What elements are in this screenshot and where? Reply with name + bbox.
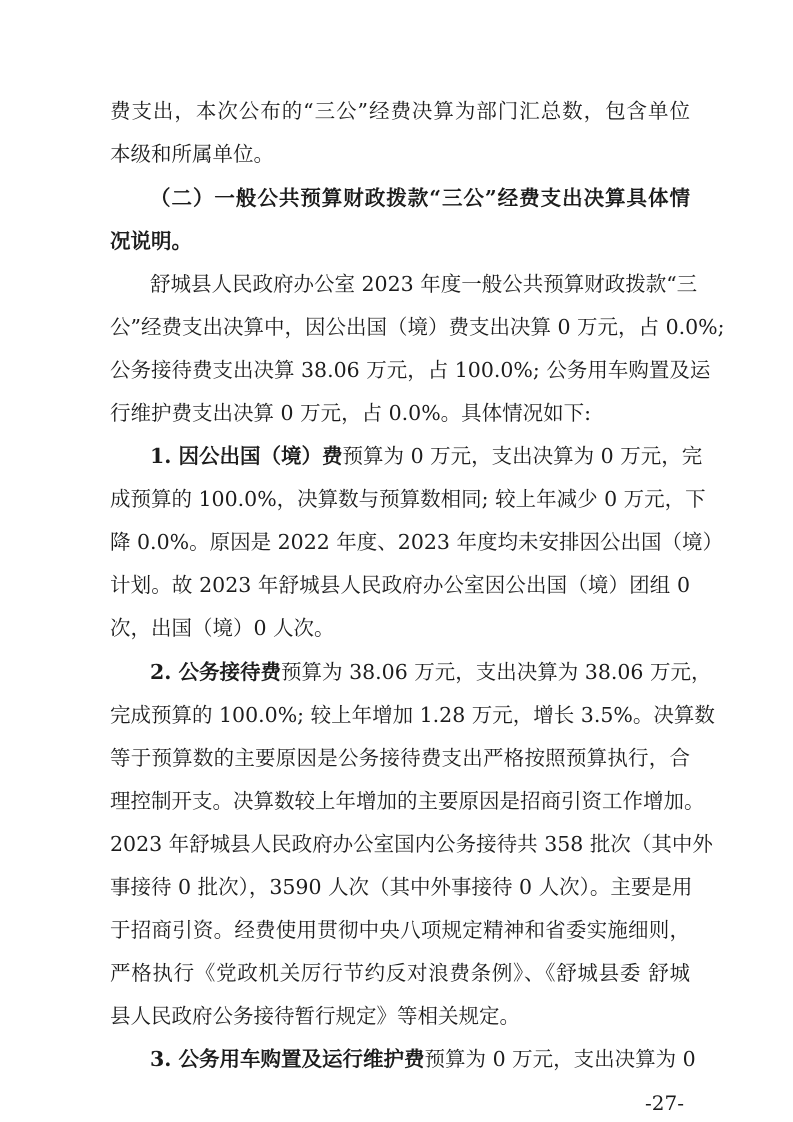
- item-1-first-line: [150, 438, 703, 474]
- paragraph-line: 计划。故 2023 年舒城县人民政府办公室因公出国（境）团组 0: [110, 573, 690, 597]
- paragraph-line: 成预算的 100.0%，决算数与预算数相同; 较上年减少 0 万元，下: [110, 487, 706, 511]
- paragraph-line: 于招商引资。经费使用贯彻中央八项规定精神和省委实施细则，: [110, 918, 690, 942]
- paragraph-line: 等于预算数的主要原因是公务接待费支出严格按照预算执行，合: [110, 746, 690, 770]
- paragraph-line: 完成预算的 100.0%; 较上年增加 1.28 万元，增长 3.5%。决算数: [110, 703, 715, 727]
- item-3-label: 3. 公务用车购置及运行维护费: [150, 1047, 425, 1071]
- paragraph-line: 严格执行《党政机关厉行节约反对浪费条例》、《舒城县委 舒城: [110, 961, 690, 985]
- paragraph-line: 降 0.0%。原因是 2022 年度、2023 年度均未安排因公出国（境）: [110, 530, 723, 554]
- item-2-first-line: [150, 654, 712, 690]
- paragraph-line: 费支出，本次公布的“三公”经费决算为部门汇总数，包含单位: [110, 99, 690, 123]
- paragraph-line: 舒城县人民政府办公室 2023 年度一般公共预算财政拨款“三: [150, 272, 698, 296]
- paragraph-line: 公”经费支出决算中，因公出国（境）费支出决算 0 万元，占 0.0%;: [110, 315, 725, 339]
- item-1-text: 预算为 0 万元，支出决算为 0 万元，完: [342, 444, 703, 468]
- item-3-first-line: [150, 1041, 696, 1077]
- section-heading: 况说明。: [110, 229, 192, 253]
- paragraph-line: 次，出国（境）0 人次。: [110, 616, 335, 640]
- paragraph-line: 理控制开支。决算数较上年增加的主要原因是招商引资工作增加。: [110, 789, 705, 813]
- item-2-text: 预算为 38.06 万元，支出决算为 38.06 万元，: [281, 660, 712, 684]
- paragraph-line: 县人民政府公务接待暂行规定》等相关规定。: [110, 1004, 520, 1028]
- item-2-label: 2. 公务接待费: [150, 660, 282, 684]
- paragraph-line: 行维护费支出决算 0 万元，占 0.0%。具体情况如下:: [110, 401, 592, 425]
- item-3-text: 预算为 0 万元，支出决算为 0: [424, 1047, 696, 1071]
- paragraph-line: 事接待 0 批次），3590 人次（其中外事接待 0 人次）。主要是用: [110, 875, 693, 899]
- paragraph-line: 2023 年舒城县人民政府办公室国内公务接待共 358 批次（其中外: [110, 832, 713, 856]
- page-number: -27-: [645, 1091, 684, 1115]
- section-heading: （二）一般公共预算财政拨款“三公”经费支出决算具体情: [150, 186, 690, 210]
- item-1-label: 1. 因公出国（境）费: [150, 444, 343, 468]
- paragraph-line: 公务接待费支出决算 38.06 万元，占 100.0%; 公务用车购置及运: [110, 358, 711, 382]
- paragraph-line: 本级和所属单位。: [110, 142, 274, 166]
